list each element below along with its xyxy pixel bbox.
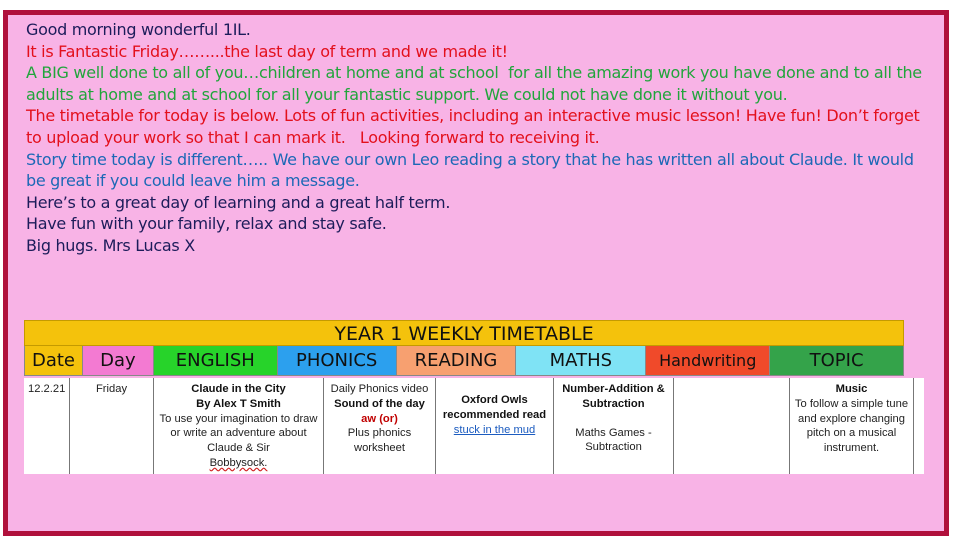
phonics-sound: aw (or) bbox=[361, 412, 398, 425]
cell-date: 12.2.21 bbox=[24, 378, 70, 474]
greeting-line: Good morning wonderful 1IL. bbox=[26, 20, 251, 39]
story-time-paragraph: Story time today is different….. We have our own Leo reading a story that he has written all about Claude. It would be great if you could leave him a message. bbox=[26, 149, 919, 191]
maths-title: Number-Addition & Subtraction bbox=[562, 383, 665, 410]
well-done-paragraph: A BIG well done to all of you…children at home and at school for all the amazing work you have done and to all the adults at home and at school for all your fantastic support. We could not have done it without you. bbox=[26, 63, 927, 104]
topic-description: To follow a simple tune and explore changing pitch on a musical instrument. bbox=[794, 397, 909, 455]
cell-maths bbox=[554, 378, 674, 474]
reading-title: Oxford Owls recommended read bbox=[442, 394, 547, 421]
cell-day: Friday bbox=[70, 378, 154, 474]
cell-phonics bbox=[324, 378, 436, 474]
half-term-line: Here’s to a great day of learning and a great half term. bbox=[26, 192, 451, 212]
topic-title: Music bbox=[835, 383, 868, 395]
reading-link[interactable]: stuck in the mud bbox=[453, 423, 536, 436]
sign-off-line: Big hugs. Mrs Lucas X bbox=[26, 235, 195, 255]
english-author: By Alex T Smith bbox=[196, 397, 281, 410]
timetable-header-row bbox=[24, 346, 904, 376]
header-topic: TOPIC bbox=[770, 346, 904, 376]
phonics-video: Daily Phonics video bbox=[330, 383, 429, 395]
stay-safe-line: Have fun with your family, relax and stay safe. bbox=[26, 214, 387, 234]
maths-description: Maths Games - Subtraction bbox=[575, 426, 652, 454]
header-date: Date bbox=[25, 346, 83, 376]
timetable-title: YEAR 1 WEEKLY TIMETABLE bbox=[24, 320, 904, 346]
teacher-message bbox=[26, 19, 926, 257]
header-handwriting: Handwriting bbox=[646, 346, 770, 376]
cell-topic bbox=[790, 378, 914, 474]
phonics-sound-label: Sound of the day bbox=[334, 397, 425, 410]
header-english: ENGLISH bbox=[154, 346, 278, 376]
friday-line: It is Fantastic Friday……...the last day of term and we made it! bbox=[26, 41, 508, 61]
cell-english bbox=[154, 378, 324, 474]
timetable-row bbox=[24, 378, 924, 474]
header-maths: MATHS bbox=[516, 346, 646, 376]
cell-end bbox=[914, 378, 924, 474]
header-day: Day bbox=[83, 346, 154, 376]
header-reading: READING bbox=[397, 346, 517, 376]
phonics-worksheet: Plus phonics worksheet bbox=[347, 427, 412, 455]
cell-handwriting bbox=[674, 378, 790, 474]
english-description: To use your imagination to draw or write an adventure about Claude & Sir bbox=[159, 412, 318, 455]
english-description-end: Bobbysock. bbox=[209, 456, 268, 469]
weekly-timetable bbox=[24, 320, 904, 376]
english-title: Claude in the City bbox=[191, 383, 286, 395]
cell-reading bbox=[436, 378, 554, 474]
header-phonics: PHONICS bbox=[278, 346, 397, 376]
timetable-note-paragraph: The timetable for today is below. Lots of fun activities, including an interactive music lesson! Have fun! Don’t forget to upload your work so that I can mark it. Looking forward to receiving it. bbox=[26, 106, 925, 147]
